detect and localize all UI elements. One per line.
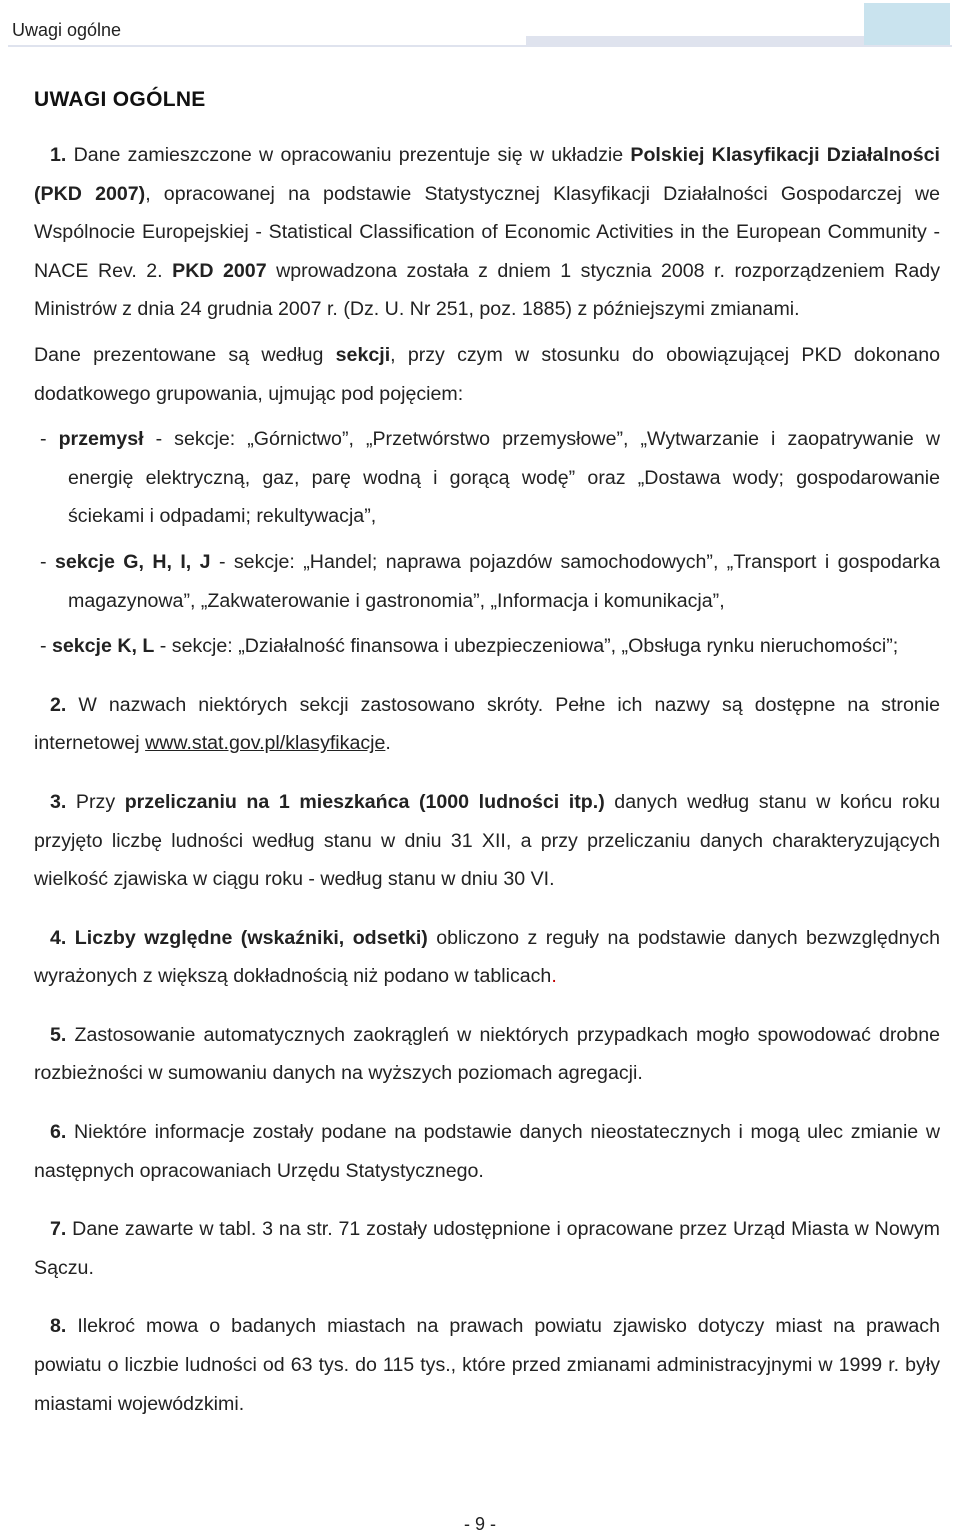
item-number: 2. xyxy=(50,693,67,716)
item-number: 7. xyxy=(50,1218,67,1241)
header-decoration-bar xyxy=(526,36,864,45)
text: Dane zamieszczone w opracowaniu prezentuje się w układzie xyxy=(66,144,631,166)
running-header: Uwagi ogólne xyxy=(12,20,122,40)
text: Dane prezentowane są według xyxy=(34,343,336,366)
text: W nazwach niektórych sekcji zastosowano skróty. Pełne ich nazwy są dostępne na stronie internetowej xyxy=(34,693,940,755)
page-number: - 9 - xyxy=(463,1514,496,1534)
paragraph-7 xyxy=(34,1210,940,1287)
bold-text: Liczby względne (wskaźniki, odsetki) xyxy=(74,926,428,949)
bold-text: Polskiej Klasyfikacji Działalności (PKD 2007) xyxy=(34,144,941,205)
dash: - xyxy=(40,635,52,658)
text: wprowadzona została z dniem 1 stycznia 2008 r. rozporządzeniem Rady Ministrów z dnia 24 grudnia 2007 r. (Dz. U. Nr 251, poz. 1885) z późniejszymi zmianami. xyxy=(34,259,940,321)
bold-text: PKD 2007 xyxy=(172,259,267,282)
text: , przy czym w stosunku do obowiązującej PKD dokonano dodatkowego grupowania, ujmując pod pojęciem: xyxy=(34,343,940,405)
list-item xyxy=(40,627,940,666)
text: Niektóre informacje zostały podane na podstawie danych nieostatecznych i mogą ulec zmianie w następnych opracowaniach Urzędu Statystycznego. xyxy=(34,1121,940,1182)
bold-text: sekcje G, H, I, J xyxy=(54,550,211,573)
dash: - xyxy=(40,550,55,573)
text: - sekcje: „Górnictwo”, „Przetwórstwo przemysłowe”, „Wytwarzanie i zaopatrywanie w energię elektryczną, gaz, parę wodną i gorącą wodę” oraz „Dostawa wody; gospodarowanie ściekami i odpadami; rekultywacja”, xyxy=(68,428,941,528)
item-number: 4. xyxy=(50,926,67,949)
paragraph-5 xyxy=(34,1016,940,1093)
header-decoration-box xyxy=(864,3,950,47)
paragraph-8 xyxy=(34,1307,940,1423)
text: Ilekroć mowa o badanych miastach na prawach powiatu zjawisko dotyczy miast na prawach powiatu o liczbie ludności od 63 tys. do 115 tys., które przed zmianami administracyjnymi w 1999 r. były miastami wojewódzkimi. xyxy=(34,1315,940,1415)
paragraph-2 xyxy=(34,686,940,763)
text: Dane zawarte w tabl. 3 na str. 71 zostały udostępnione i opracowane przez Urząd Miasta w Nowym Sączu. xyxy=(34,1218,940,1279)
bold-text: przeliczaniu na 1 mieszkańca (1000 ludności itp.) xyxy=(124,790,605,813)
list-item xyxy=(40,420,940,536)
item-number: 8. xyxy=(50,1315,67,1338)
item-number: 6. xyxy=(50,1121,67,1144)
item-number: 1. xyxy=(50,144,67,166)
bold-text: przemysł xyxy=(58,428,144,451)
bold-text: sekcji xyxy=(335,343,391,366)
text xyxy=(66,927,74,949)
text: - sekcje: „Działalność finansowa i ubezpieczeniowa”, „Obsługa rynku nieruchomości”; xyxy=(154,635,899,658)
text: . xyxy=(551,965,557,988)
text: obliczono z reguły na podstawie danych bezwzględnych wyrażonych z większą dokładnością niż podano w tablicach xyxy=(34,926,940,988)
text: Przy xyxy=(66,790,125,813)
paragraph-sections xyxy=(34,336,940,413)
page-title: UWAGI OGÓLNE xyxy=(34,88,206,111)
text: Zastosowanie automatycznych zaokrągleń w niektórych przypadkach mogło spowodować drobne rozbieżności w sumowaniu danych na wyższych poziomach agregacji. xyxy=(34,1023,940,1085)
item-number: 3. xyxy=(50,790,67,813)
list-item xyxy=(40,543,940,620)
text: danych według stanu w końcu roku przyjęto liczbę ludności według stanu w dniu 31 XII, a przy przeliczaniu danych charakteryzujących wielkość zjawiska w ciągu roku - według stanu w dniu 30 VI. xyxy=(34,790,940,891)
bold-text: sekcje K, L xyxy=(51,635,155,658)
paragraph-4 xyxy=(34,919,940,996)
paragraph-3 xyxy=(34,783,940,899)
item-number: 5. xyxy=(50,1023,67,1046)
paragraph-6 xyxy=(34,1113,940,1190)
website-link[interactable]: www.stat.gov.pl/klasyfikacje xyxy=(145,732,386,755)
dash: - xyxy=(40,428,59,451)
text: . xyxy=(385,732,391,755)
text: - sekcje: „Handel; naprawa pojazdów samochodowych”, „Transport i gospodarka magazynowa”, „Zakwaterowanie i gastronomia”, „Informacja i komunikacja”, xyxy=(68,550,940,612)
header-rule xyxy=(8,45,952,47)
paragraph-1 xyxy=(34,136,940,329)
document-body xyxy=(34,136,940,1423)
text: , opracowanej na podstawie Statystycznej Klasyfikacji Działalności Gospodarczej we Wspólnocie Europejskiej - Statistical Classification of Economic Activities in the European Community - NACE Rev. 2. xyxy=(34,182,940,282)
